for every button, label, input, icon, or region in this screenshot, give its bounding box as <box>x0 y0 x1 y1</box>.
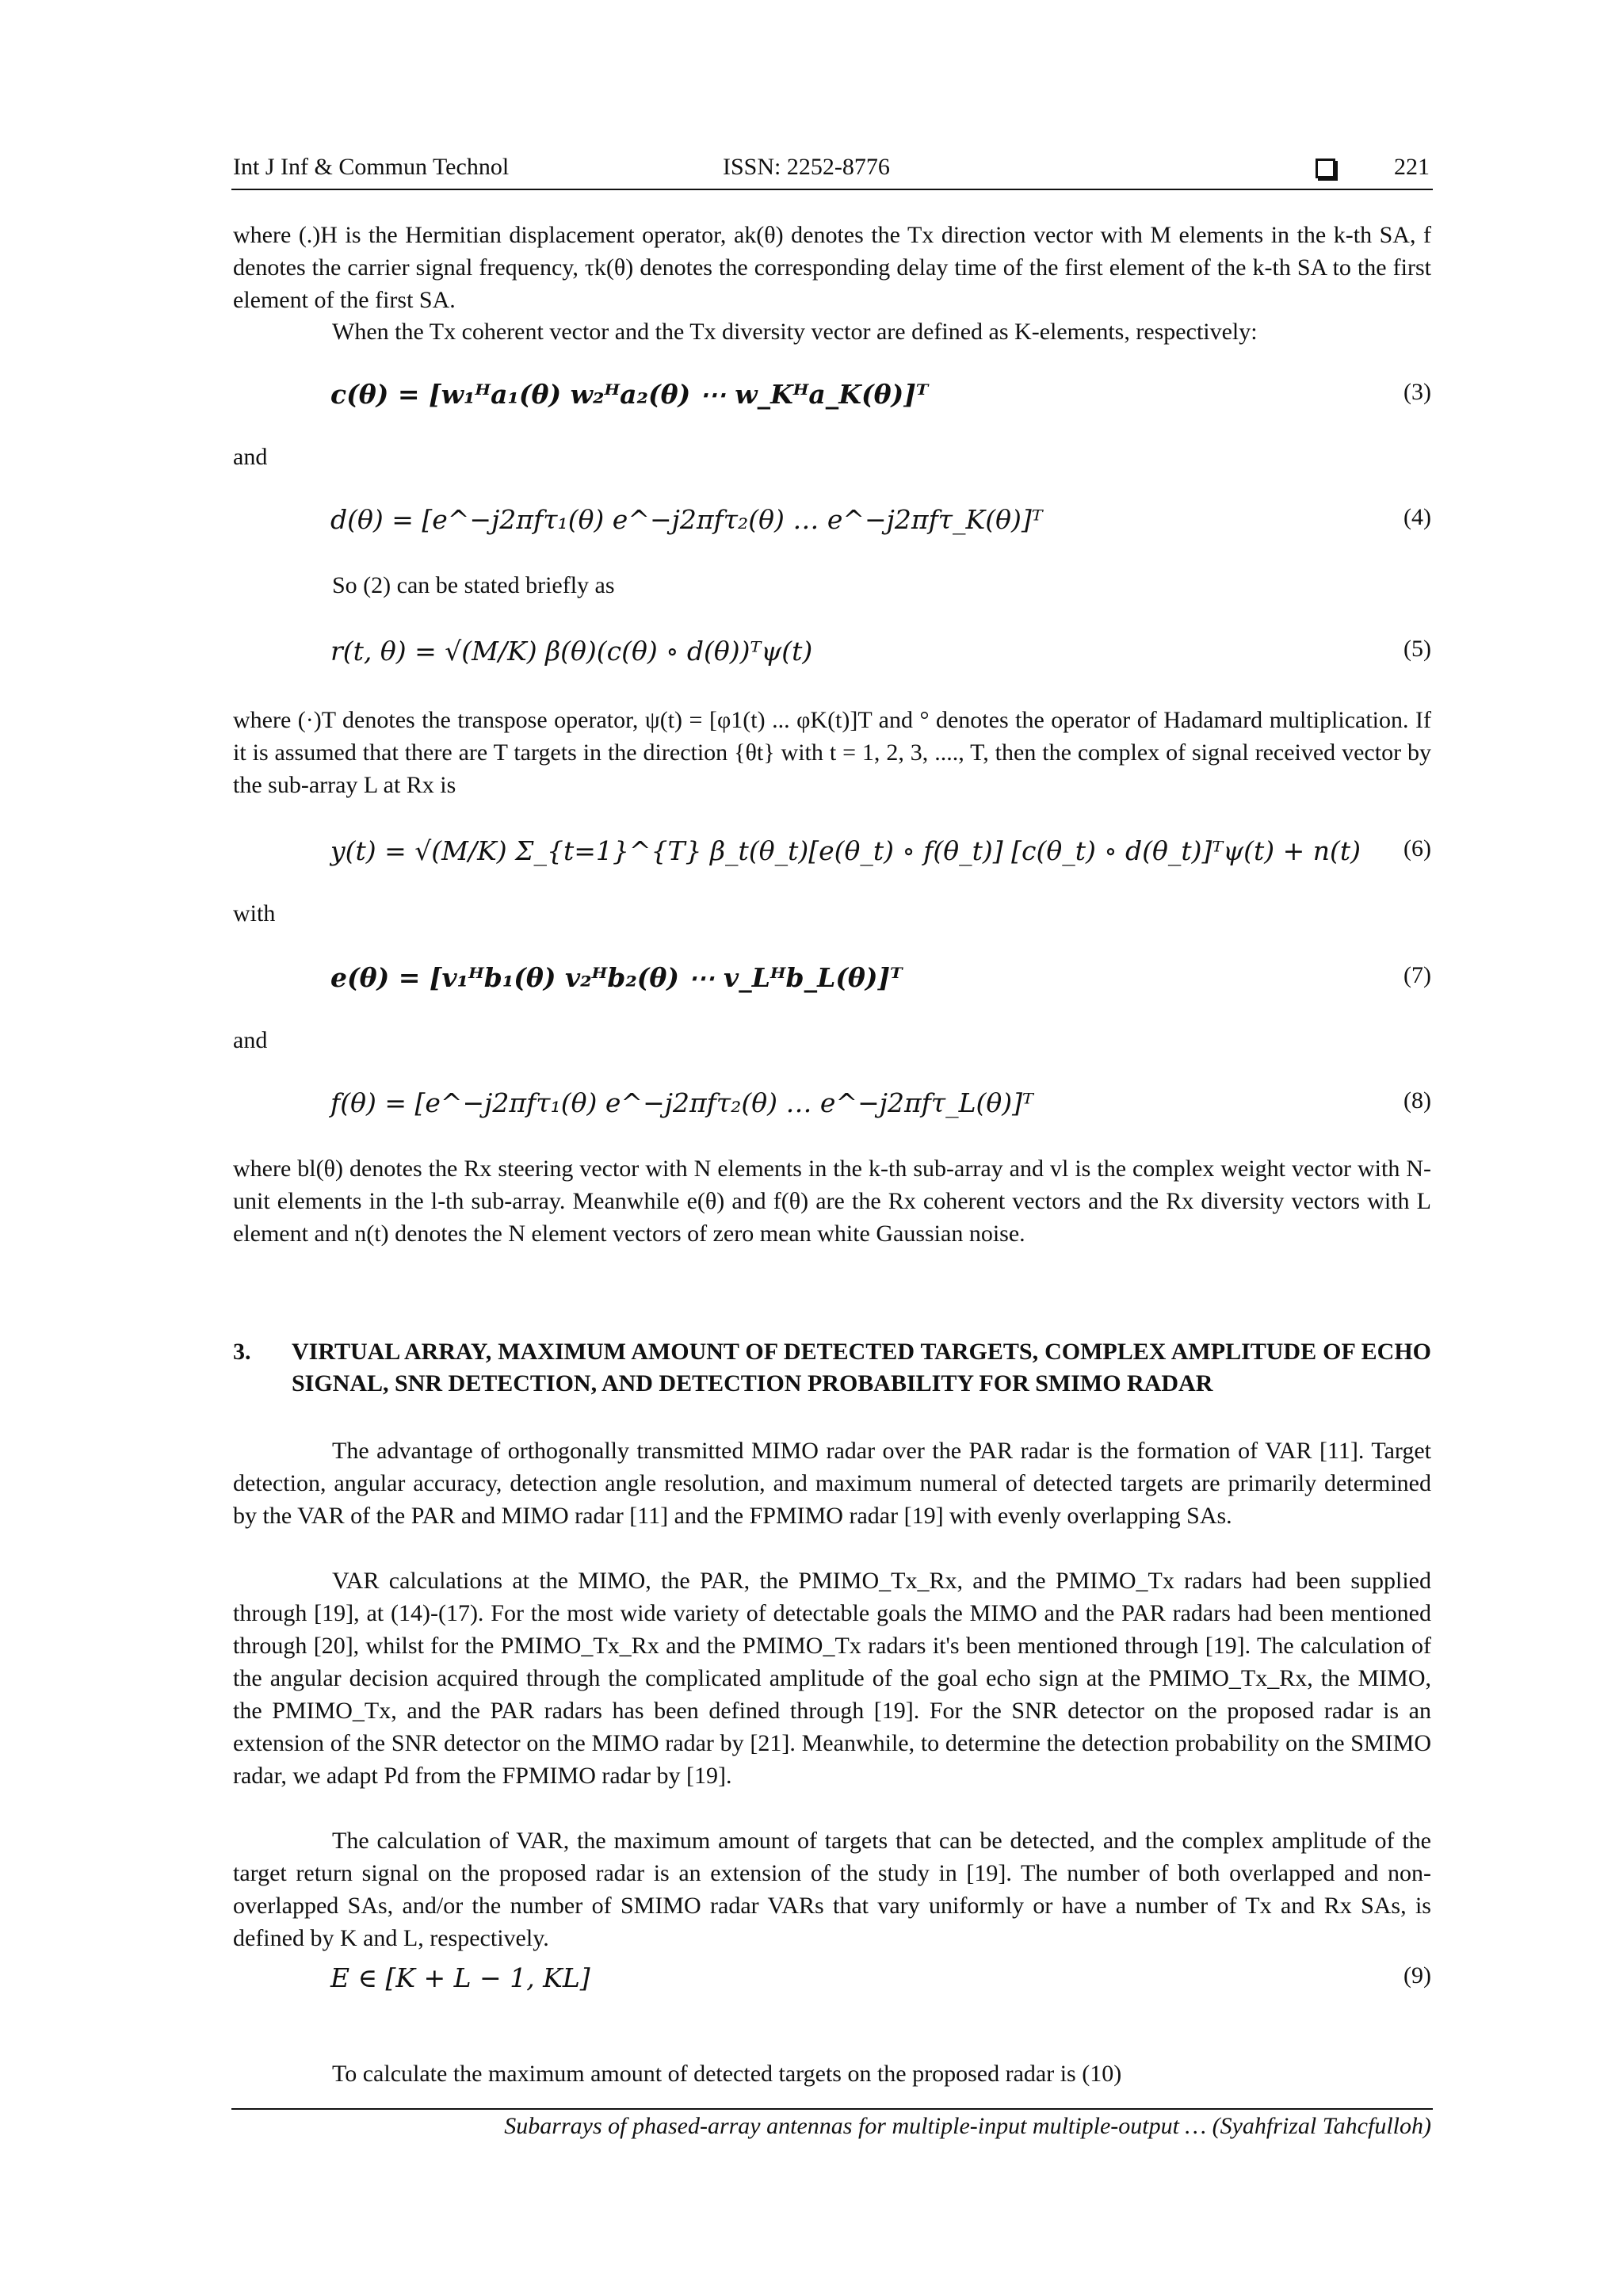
connector-so2: So (2) can be stated briefly as <box>332 572 615 598</box>
running-header <box>231 154 1433 190</box>
equation-5-number: (5) <box>1403 636 1431 662</box>
page-number: 221 <box>1394 154 1430 180</box>
equation-3-number: (3) <box>1403 379 1431 405</box>
transpose-paragraph: where (·)T denotes the transpose operator, ψ(t) = [φ1(t) ... φK(t)]T and ° denotes the operator of Hadamard multiplication. If it is assumed that there are T targets in the direction {θt} with t = 1, 2, 3, ...., T, then the complex of signal received vector by the sub-array L at Rx is <box>233 707 1431 798</box>
section-title: VIRTUAL ARRAY, MAXIMUM AMOUNT OF DETECTED TARGETS, COMPLEX AMPLITUDE OF ECHO SIGNAL, SNR DETECTION, AND DETECTION PROBABILITY FOR SMIMO RADAR <box>292 1339 1431 1396</box>
section-paragraph-3: The calculation of VAR, the maximum amount of targets that can be detected, and the complex amplitude of the target return signal on the proposed radar is an extension of the study in [19]. The number of both overlapped and non-overlapped SAs, and/or the number of SMIMO radar VARs that vary uniformly or have a number of Tx and Rx SAs, is defined by K and L, respectively. <box>233 1828 1431 1951</box>
intro-text: where (.)H is the Hermitian displacement operator, ak(θ) denotes the Tx direction vector with M elements in the k-th SA, f denotes the carrier signal frequency, τk(θ) denotes the corresponding delay time of the first element of the k-th SA to the first element of the first SA. <box>233 222 1431 313</box>
section-paragraph-2: VAR calculations at the MIMO, the PAR, the PMIMO_Tx_Rx, and the PMIMO_Tx radars had been supplied through [19], at (14)-(17). For the most wide variety of detectable goals the MIMO and the PAR radars had been mentioned through [20], whilst for the PMIMO_Tx_Rx and the PMIMO_Tx radars it's been mentioned through [19]. The calculation of the angular decision acquired through the complicated amplitude of the goal echo sign at the PMIMO_Tx_Rx, the MIMO, the PMIMO_Tx, and the PAR radars has been defined through [19]. For the SNR detector on the proposed radar is an extension of the SNR detector on the MIMO radar by [21]. Meanwhile, to determine the detection probability on the SMIMO radar, we adapt Pd from the FPMIMO radar by [19]. <box>233 1568 1431 1789</box>
equation-9-formula: E ∈ [K + L − 1, KL] <box>330 1962 590 1993</box>
section-heading <box>233 1336 1431 1400</box>
equation-5-formula: r(t, θ) = √(M/K) β(θ)(c(θ) ∘ d(θ))ᵀψ(t) <box>330 636 813 667</box>
when-paragraph: When the Tx coherent vector and the Tx diversity vector are defined as K-elements, respectively: <box>332 319 1258 345</box>
rx-paragraph: where bl(θ) denotes the Rx steering vector with N elements in the k-th sub-array and vl is the complex weight vector with N-unit elements in the l-th sub-array. Meanwhile e(θ) and f(θ) are the Rx coherent vectors and the Rx diversity vectors with L element and n(t) denotes the N element vectors of zero mean white Gaussian noise. <box>233 1156 1431 1247</box>
connector-and-1: and <box>233 444 268 470</box>
connector-with: with <box>233 900 276 926</box>
equation-8-formula: f(θ) = [e^−j2πfτ₁(θ) e^−j2πfτ₂(θ) … e^−j2πfτ_L(θ)]ᵀ <box>330 1087 1033 1118</box>
section-paragraph-1: The advantage of orthogonally transmitted MIMO radar over the PAR radar is the formation of VAR [11]. Target detection, angular accuracy, detection angle resolution, and maximum numeral of detected targets are primarily determined by the VAR of the PAR and MIMO radar [11] and the FPMIMO radar [19] with evenly overlapping SAs. <box>233 1438 1431 1529</box>
equation-3-formula: c(θ) = [w₁ᴴa₁(θ) w₂ᴴa₂(θ) ⋯ w_Kᴴa_K(θ)]ᵀ <box>330 379 929 410</box>
footer-rule <box>231 2108 1433 2110</box>
checkbox-square-icon <box>1316 159 1335 178</box>
section-number: 3. <box>233 1339 251 1365</box>
last-line: To calculate the maximum amount of detected targets on the proposed radar is (10) <box>332 2061 1122 2087</box>
equation-4-formula: d(θ) = [e^−j2πfτ₁(θ) e^−j2πfτ₂(θ) … e^−j2πfτ_K(θ)]ᵀ <box>330 504 1043 535</box>
equation-9-number: (9) <box>1403 1962 1431 1988</box>
equation-7-formula: e(θ) = [v₁ᴴb₁(θ) v₂ᴴb₂(θ) ⋯ v_Lᴴb_L(θ)]ᵀ <box>330 962 903 993</box>
journal-name: Int J Inf & Commun Technol <box>233 154 510 180</box>
equation-7-number: (7) <box>1403 962 1431 988</box>
equation-8-number: (8) <box>1403 1087 1431 1114</box>
equation-6-number: (6) <box>1403 835 1431 861</box>
equation-6-formula: y(t) = √(M/K) Σ_{t=1}^{T} β_t(θ_t)[e(θ_t) ∘ f(θ_t)] [c(θ_t) ∘ d(θ_t)]ᵀψ(t) + n(t) <box>330 835 1361 866</box>
running-footer: Subarrays of phased-array antennas for multiple-input multiple-output … (Syahfrizal Tahcfulloh) <box>504 2113 1431 2139</box>
equation-4-number: (4) <box>1403 504 1431 530</box>
issn: ISSN: 2252-8776 <box>723 154 890 180</box>
connector-and-2: and <box>233 1027 268 1053</box>
intro-paragraph <box>233 219 1431 316</box>
